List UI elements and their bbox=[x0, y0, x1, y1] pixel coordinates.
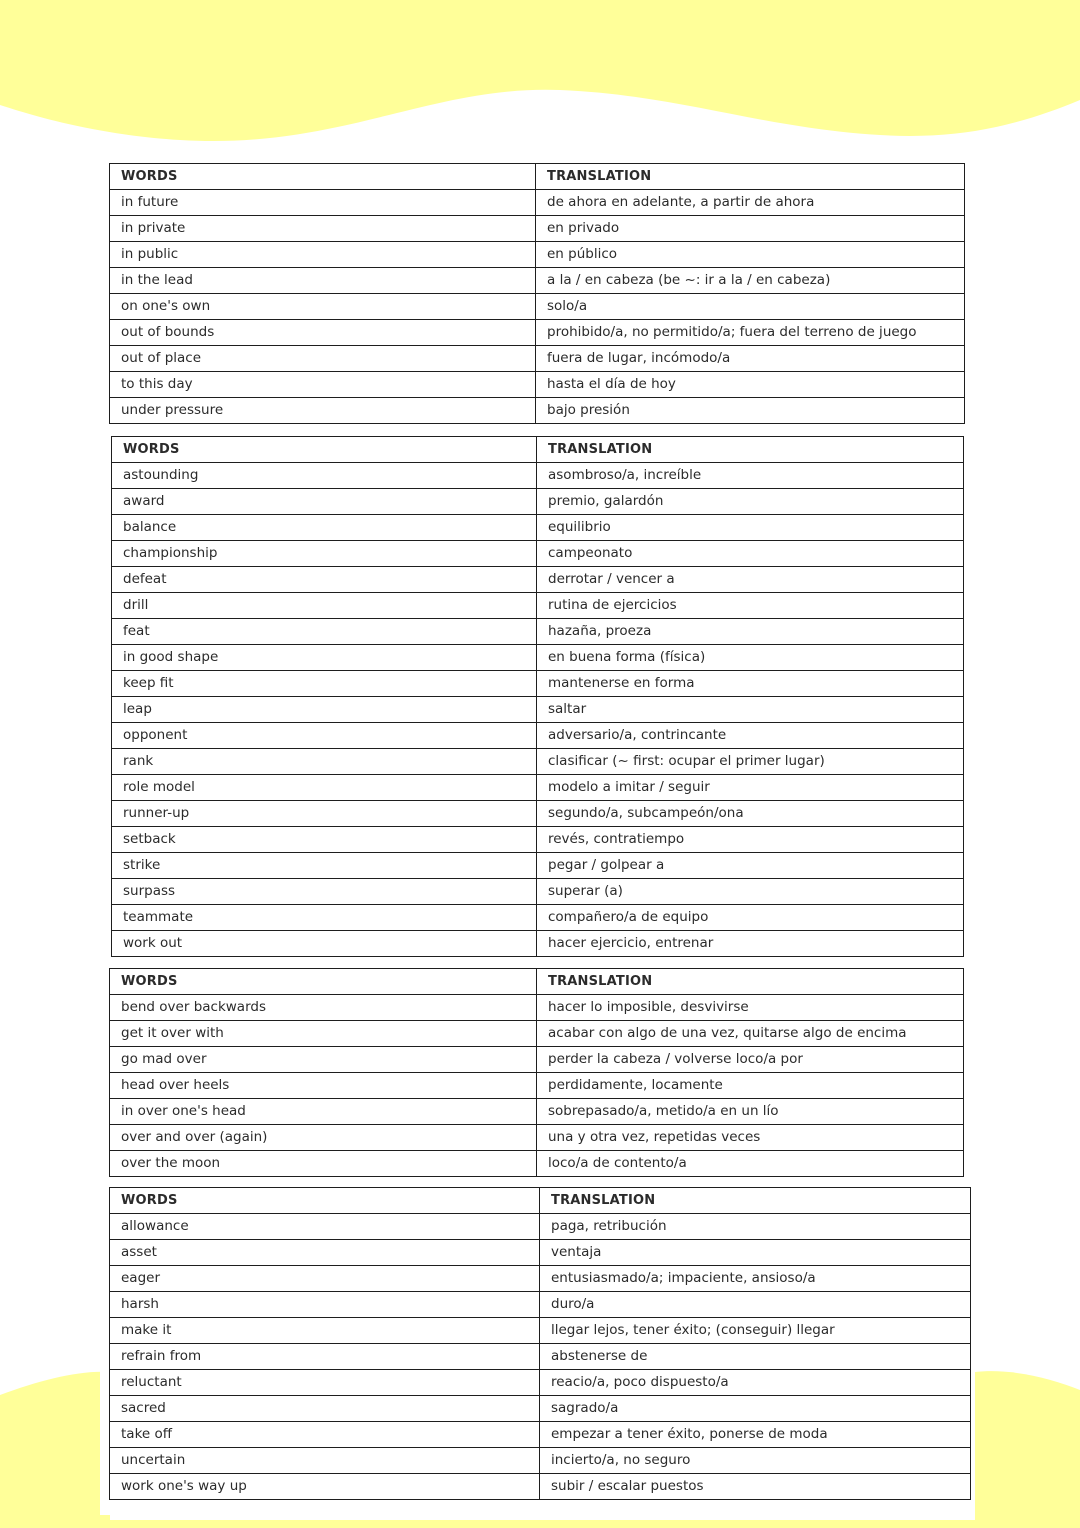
word-cell: keep fit bbox=[112, 671, 537, 697]
table-row bbox=[110, 995, 964, 1021]
table-row bbox=[112, 489, 964, 515]
table-row bbox=[110, 1422, 971, 1448]
table-row bbox=[110, 1099, 964, 1125]
translation-cell: entusiasmado/a; impaciente, ansioso/a bbox=[540, 1266, 971, 1292]
word-cell: in public bbox=[110, 242, 536, 268]
word-cell: take off bbox=[110, 1422, 540, 1448]
translation-cell: superar (a) bbox=[537, 879, 964, 905]
table-row bbox=[110, 1292, 971, 1318]
translation-cell: hazaña, proeza bbox=[537, 619, 964, 645]
translation-cell: bajo presión bbox=[536, 398, 965, 424]
translation-cell: campeonato bbox=[537, 541, 964, 567]
table-row bbox=[110, 1073, 964, 1099]
word-cell: bend over backwards bbox=[110, 995, 537, 1021]
translation-cell: subir / escalar puestos bbox=[540, 1474, 971, 1500]
word-cell: out of place bbox=[110, 346, 536, 372]
word-cell: defeat bbox=[112, 567, 537, 593]
word-cell: under pressure bbox=[110, 398, 536, 424]
translation-cell: empezar a tener éxito, ponerse de moda bbox=[540, 1422, 971, 1448]
word-cell: teammate bbox=[112, 905, 537, 931]
translation-header: TRANSLATION bbox=[540, 1188, 971, 1214]
word-cell: feat bbox=[112, 619, 537, 645]
table-row bbox=[112, 697, 964, 723]
word-cell: in good shape bbox=[112, 645, 537, 671]
translation-cell: segundo/a, subcampeón/ona bbox=[537, 801, 964, 827]
word-cell: rank bbox=[112, 749, 537, 775]
word-cell: sacred bbox=[110, 1396, 540, 1422]
table-row bbox=[110, 320, 965, 346]
word-cell: in over one's head bbox=[110, 1099, 537, 1125]
translation-cell: sagrado/a bbox=[540, 1396, 971, 1422]
table-row bbox=[110, 190, 965, 216]
table-row bbox=[112, 645, 964, 671]
words-header: WORDS bbox=[110, 164, 536, 190]
table-row bbox=[110, 216, 965, 242]
translation-cell: revés, contratiempo bbox=[537, 827, 964, 853]
table-row bbox=[110, 1474, 971, 1500]
table-row bbox=[112, 515, 964, 541]
table-row bbox=[110, 268, 965, 294]
translation-cell: prohibido/a, no permitido/a; fuera del terreno de juego bbox=[536, 320, 965, 346]
translation-cell: hacer ejercicio, entrenar bbox=[537, 931, 964, 957]
translation-cell: compañero/a de equipo bbox=[537, 905, 964, 931]
translation-cell: una y otra vez, repetidas veces bbox=[537, 1125, 964, 1151]
word-cell: to this day bbox=[110, 372, 536, 398]
translation-cell: abstenerse de bbox=[540, 1344, 971, 1370]
table-row bbox=[112, 931, 964, 957]
translation-cell: derrotar / vencer a bbox=[537, 567, 964, 593]
table-row bbox=[110, 1370, 971, 1396]
word-cell: out of bounds bbox=[110, 320, 536, 346]
word-cell: astounding bbox=[112, 463, 537, 489]
translation-cell: hasta el día de hoy bbox=[536, 372, 965, 398]
table-row bbox=[112, 879, 964, 905]
table-row bbox=[110, 1396, 971, 1422]
word-cell: over and over (again) bbox=[110, 1125, 537, 1151]
table-row bbox=[110, 372, 965, 398]
translation-cell: asombroso/a, increíble bbox=[537, 463, 964, 489]
translation-cell: clasificar (~ first: ocupar el primer lugar) bbox=[537, 749, 964, 775]
word-cell: over the moon bbox=[110, 1151, 537, 1177]
table-row bbox=[112, 567, 964, 593]
word-cell: harsh bbox=[110, 1292, 540, 1318]
word-cell: reluctant bbox=[110, 1370, 540, 1396]
translation-cell: acabar con algo de una vez, quitarse algo de encima bbox=[537, 1021, 964, 1047]
word-cell: eager bbox=[110, 1266, 540, 1292]
word-cell: runner-up bbox=[112, 801, 537, 827]
table-row bbox=[110, 346, 965, 372]
word-cell: surpass bbox=[112, 879, 537, 905]
table-row bbox=[112, 827, 964, 853]
table-row bbox=[112, 749, 964, 775]
vocab-table-4 bbox=[109, 1187, 971, 1500]
translation-header: TRANSLATION bbox=[536, 164, 965, 190]
table-row bbox=[112, 905, 964, 931]
translation-cell: en privado bbox=[536, 216, 965, 242]
translation-cell: ventaja bbox=[540, 1240, 971, 1266]
word-cell: leap bbox=[112, 697, 537, 723]
translation-cell: de ahora en adelante, a partir de ahora bbox=[536, 190, 965, 216]
table-row bbox=[110, 294, 965, 320]
translation-cell: incierto/a, no seguro bbox=[540, 1448, 971, 1474]
table-row bbox=[112, 463, 964, 489]
table-row bbox=[110, 1125, 964, 1151]
table-row bbox=[110, 1318, 971, 1344]
word-cell: in the lead bbox=[110, 268, 536, 294]
table-row bbox=[112, 593, 964, 619]
table-row bbox=[112, 775, 964, 801]
words-header: WORDS bbox=[110, 1188, 540, 1214]
table-row bbox=[110, 1344, 971, 1370]
vocab-table-2 bbox=[111, 436, 964, 957]
word-cell: asset bbox=[110, 1240, 540, 1266]
translation-cell: loco/a de contento/a bbox=[537, 1151, 964, 1177]
word-cell: allowance bbox=[110, 1214, 540, 1240]
vocab-table-1 bbox=[109, 163, 965, 424]
translation-cell: mantenerse en forma bbox=[537, 671, 964, 697]
word-cell: work out bbox=[112, 931, 537, 957]
translation-cell: equilibrio bbox=[537, 515, 964, 541]
vocab-table-3 bbox=[109, 968, 964, 1177]
table-header-row bbox=[110, 1188, 971, 1214]
table-row bbox=[112, 853, 964, 879]
translation-cell: sobrepasado/a, metido/a en un lío bbox=[537, 1099, 964, 1125]
word-cell: balance bbox=[112, 515, 537, 541]
word-cell: drill bbox=[112, 593, 537, 619]
words-header: WORDS bbox=[110, 969, 537, 995]
table-header-row bbox=[110, 969, 964, 995]
table-row bbox=[110, 1021, 964, 1047]
translation-cell: en público bbox=[536, 242, 965, 268]
table-header-row bbox=[112, 437, 964, 463]
table-row bbox=[110, 1151, 964, 1177]
table-row bbox=[110, 1240, 971, 1266]
translation-cell: premio, galardón bbox=[537, 489, 964, 515]
word-cell: role model bbox=[112, 775, 537, 801]
word-cell: championship bbox=[112, 541, 537, 567]
translation-cell: duro/a bbox=[540, 1292, 971, 1318]
word-cell: setback bbox=[112, 827, 537, 853]
word-cell: uncertain bbox=[110, 1448, 540, 1474]
translation-cell: pegar / golpear a bbox=[537, 853, 964, 879]
word-cell: head over heels bbox=[110, 1073, 537, 1099]
word-cell: get it over with bbox=[110, 1021, 537, 1047]
translation-cell: modelo a imitar / seguir bbox=[537, 775, 964, 801]
translation-cell: paga, retribución bbox=[540, 1214, 971, 1240]
table-row bbox=[110, 1214, 971, 1240]
translation-cell: adversario/a, contrincante bbox=[537, 723, 964, 749]
translation-cell: fuera de lugar, incómodo/a bbox=[536, 346, 965, 372]
word-cell: refrain from bbox=[110, 1344, 540, 1370]
word-cell: in future bbox=[110, 190, 536, 216]
table-row bbox=[112, 801, 964, 827]
word-cell: make it bbox=[110, 1318, 540, 1344]
words-header: WORDS bbox=[112, 437, 537, 463]
table-row bbox=[112, 541, 964, 567]
table-row bbox=[110, 1266, 971, 1292]
translation-cell: hacer lo imposible, desvivirse bbox=[537, 995, 964, 1021]
table-header-row bbox=[110, 164, 965, 190]
word-cell: in private bbox=[110, 216, 536, 242]
word-cell: work one's way up bbox=[110, 1474, 540, 1500]
translation-cell: perdidamente, locamente bbox=[537, 1073, 964, 1099]
table-row bbox=[112, 619, 964, 645]
table-row bbox=[110, 242, 965, 268]
translation-cell: a la / en cabeza (be ~: ir a la / en cabeza) bbox=[536, 268, 965, 294]
translation-cell: perder la cabeza / volverse loco/a por bbox=[537, 1047, 964, 1073]
table-row bbox=[110, 1047, 964, 1073]
translation-cell: llegar lejos, tener éxito; (conseguir) llegar bbox=[540, 1318, 971, 1344]
table-row bbox=[110, 1448, 971, 1474]
word-cell: strike bbox=[112, 853, 537, 879]
word-cell: go mad over bbox=[110, 1047, 537, 1073]
translation-cell: reacio/a, poco dispuesto/a bbox=[540, 1370, 971, 1396]
table-row bbox=[112, 671, 964, 697]
table-row bbox=[110, 398, 965, 424]
table-row bbox=[112, 723, 964, 749]
word-cell: on one's own bbox=[110, 294, 536, 320]
word-cell: award bbox=[112, 489, 537, 515]
translation-header: TRANSLATION bbox=[537, 969, 964, 995]
translation-cell: solo/a bbox=[536, 294, 965, 320]
translation-header: TRANSLATION bbox=[537, 437, 964, 463]
word-cell: opponent bbox=[112, 723, 537, 749]
translation-cell: en buena forma (física) bbox=[537, 645, 964, 671]
translation-cell: rutina de ejercicios bbox=[537, 593, 964, 619]
translation-cell: saltar bbox=[537, 697, 964, 723]
